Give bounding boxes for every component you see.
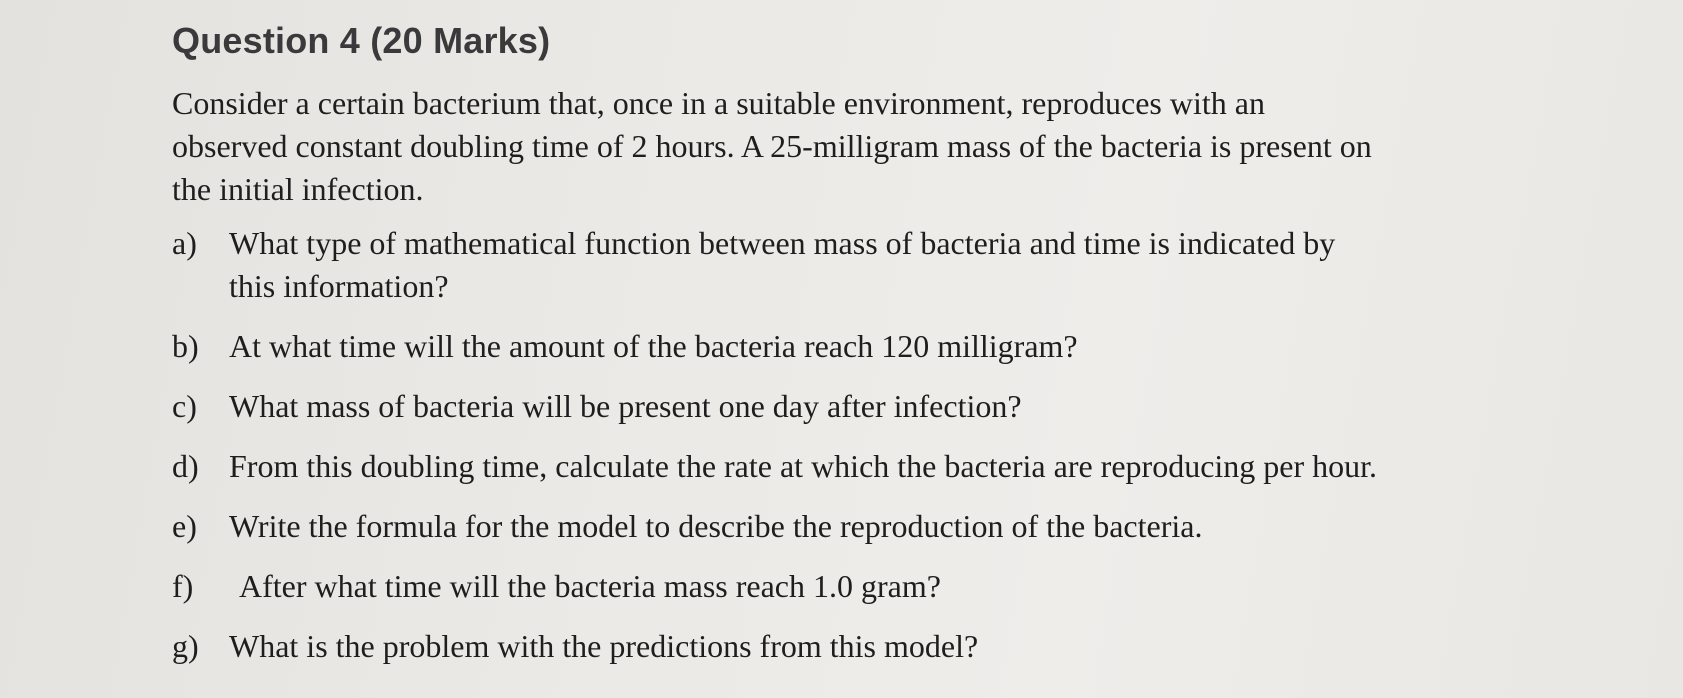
subquestion-label: d) <box>172 448 199 484</box>
subquestion-label: b) <box>172 328 199 364</box>
subquestion-label: e) <box>172 508 197 544</box>
subquestion-line: Write the formula for the model to describe the reproduction of the bacteria. <box>229 508 1203 544</box>
subquestion-label: g) <box>172 628 199 664</box>
intro-line: Consider a certain bacterium that, once in a suitable environment, reproduces with an <box>172 85 1265 121</box>
question-intro <box>172 82 1592 211</box>
subquestion-line: From this doubling time, calculate the rate at which the bacteria are reproducing per hour. <box>229 448 1378 484</box>
subquestion-line: this information? <box>229 268 449 304</box>
intro-line: the initial infection. <box>172 171 424 207</box>
question-heading: Question 4 (20 Marks) <box>172 20 551 61</box>
subquestion-text <box>229 222 1335 308</box>
subquestion-label: a) <box>172 225 197 261</box>
intro-line: observed constant doubling time of 2 hours. A 25-milligram mass of the bacteria is present on <box>172 128 1372 164</box>
subquestion-line: What is the problem with the predictions from this model? <box>229 628 979 664</box>
subquestion-line: After what time will the bacteria mass reach 1.0 gram? <box>239 568 941 604</box>
subquestion-text <box>239 565 941 608</box>
subquestion-text <box>229 325 1078 368</box>
subquestion-text <box>229 385 1022 428</box>
subquestion-text <box>229 625 978 668</box>
subquestion-text <box>229 505 1202 548</box>
subquestion-label: c) <box>172 388 197 424</box>
subquestion-line: What type of mathematical function between mass of bacteria and time is indicated by <box>229 225 1336 261</box>
subquestion-text <box>229 445 1377 488</box>
subquestion-line: At what time will the amount of the bacteria reach 120 milligram? <box>229 328 1078 364</box>
subquestion-line: What mass of bacteria will be present one day after infection? <box>229 388 1022 424</box>
subquestion-label: f) <box>172 568 194 604</box>
